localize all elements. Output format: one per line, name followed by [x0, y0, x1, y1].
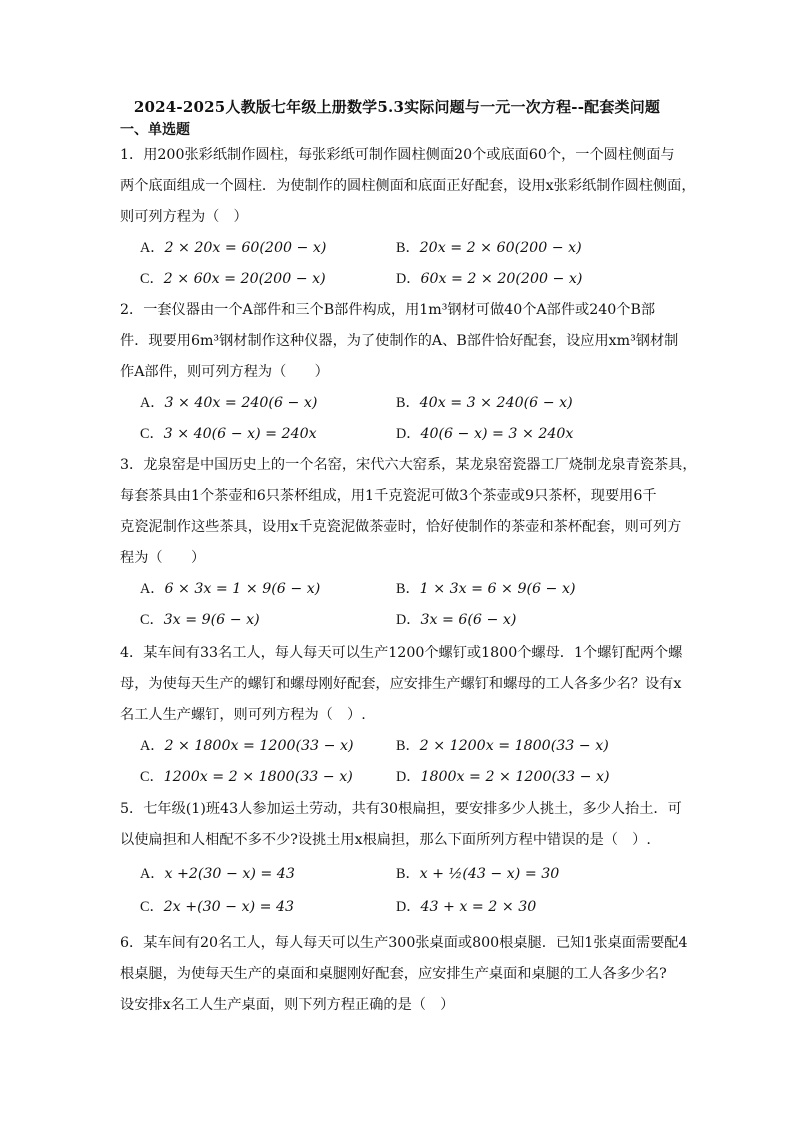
option-c[interactable]: C．1200x = 2 × 1800(33 − x) [140, 769, 353, 785]
option-d[interactable]: D．40(6 − x) = 3 × 240x [396, 426, 574, 442]
question-text-line: 两个底面组成一个圆柱．为使制作的圆柱侧面和底面正好配套，设用x张彩纸制作圆柱侧面， [120, 178, 696, 194]
question-text-line: 母，为使每天生产的螺钉和螺母刚好配套，应安排生产螺钉和螺母的工人各多少名？设有x [120, 676, 682, 692]
options-row [120, 574, 680, 605]
question-3 [120, 450, 697, 636]
options-row [120, 892, 680, 923]
option-d[interactable]: D．1800x = 2 × 1200(33 − x) [396, 769, 610, 785]
option-c[interactable]: C．3 × 40(6 − x) = 240x [140, 426, 317, 442]
question-text-line: 则可列方程为（ ） [120, 209, 248, 225]
option-a[interactable]: A．2 × 1800x = 1200(33 − x) [140, 738, 354, 754]
document-title: 2024-2025人教版七年级上册数学5.3实际问题与一元一次方程--配套类问题 [133, 98, 661, 116]
option-c[interactable]: C．3x = 9(6 − x) [140, 612, 260, 628]
option-d[interactable]: D．3x = 6(6 − x) [396, 612, 517, 628]
question-text-line: 设安排x名工人生产桌面，则下列方程正确的是（ ） [120, 997, 455, 1013]
section-heading: 一、单选题 [120, 122, 190, 138]
option-a[interactable]: A．2 × 20x = 60(200 − x) [140, 240, 327, 256]
question-text-line: 根桌腿，为使每天生产的桌面和桌腿刚好配套，应安排生产桌面和桌腿的工人各多少名? [120, 966, 667, 982]
question-1 [120, 140, 696, 295]
question-4 [120, 638, 683, 793]
question-6 [120, 928, 688, 1021]
option-d[interactable]: D．60x = 2 × 20(200 − x) [396, 271, 583, 287]
option-b[interactable]: B．40x = 3 × 240(6 − x) [396, 395, 573, 411]
question-text-line: 4．某车间有33名工人，每人每天可以生产1200个螺钉或1800个螺母．1个螺钉配两个螺 [120, 645, 683, 661]
options-row [120, 419, 680, 450]
question-text-line: 5．七年级(1)班43人参加运土劳动，共有30根扁担，要安排多少人挑土，多少人抬土．可 [120, 801, 682, 817]
question-text-line: 以使扁担和人相配不多不少?设挑土用x根扁担，那么下面所列方程中错误的是（ ）. [120, 832, 651, 848]
options-row [120, 731, 680, 762]
options-row [120, 856, 680, 892]
question-text-line: 3．龙泉窑是中国历史上的一个名窑，宋代六大窑系，某龙泉窑瓷器工厂烧制龙泉青瓷茶具， [120, 457, 697, 473]
question-text-line: 1．用200张彩纸制作圆柱，每张彩纸可制作圆柱侧面20个或底面60个，一个圆柱侧面与 [120, 147, 675, 163]
option-c[interactable]: C．2x +(30 − x) = 43 [140, 899, 295, 915]
question-text-line: 6．某车间有20名工人，每人每天可以生产300张桌面或800根桌腿．已知1张桌面需要配4 [120, 935, 688, 951]
options-row [120, 264, 680, 295]
options-row [120, 233, 680, 264]
question-5 [120, 794, 680, 923]
option-c[interactable]: C．2 × 60x = 20(200 − x) [140, 271, 326, 287]
question-2 [120, 295, 680, 450]
option-b[interactable]: B．1 × 3x = 6 × 9(6 − x) [396, 581, 576, 597]
question-text-line: 名工人生产螺钉，则可列方程为（ ）. [120, 707, 366, 723]
option-b[interactable]: B．2 × 1200x = 1800(33 − x) [396, 738, 609, 754]
question-text-line: 2．一套仪器由一个A部件和三个B部件构成，用1m³钢材可做40个A部件或240个B部 [120, 302, 656, 318]
options-row [120, 388, 680, 419]
options-row [120, 605, 680, 636]
question-text-line: 程为（ ） [120, 550, 206, 566]
option-d[interactable]: D．43 + x = 2 × 30 [396, 899, 537, 915]
option-a[interactable]: A．x +2(30 − x) = 43 [140, 866, 295, 882]
question-text-line: 克瓷泥制作这些茶具，设用x千克瓷泥做茶壶时，恰好使制作的茶壶和茶杯配套，则可列方 [120, 519, 682, 535]
question-text-line: 每套茶具由1个茶壶和6只茶杯组成，用1千克瓷泥可做3个茶壶或9只茶杯，现要用6千 [120, 488, 657, 504]
option-b[interactable]: B．20x = 2 × 60(200 − x) [396, 240, 582, 256]
option-a[interactable]: A．3 × 40x = 240(6 − x) [140, 395, 318, 411]
question-text-line: 作A部件，则可列方程为（ ） [120, 364, 329, 380]
option-b[interactable]: B．x + ½(43 − x) = 30 [396, 866, 560, 882]
question-text-line: 件．现要用6m³钢材制作这种仪器，为了使制作的A、B部件恰好配套，设应用xm³钢材制 [120, 333, 679, 349]
options-row [120, 762, 680, 793]
option-a[interactable]: A．6 × 3x = 1 × 9(6 − x) [140, 581, 321, 597]
